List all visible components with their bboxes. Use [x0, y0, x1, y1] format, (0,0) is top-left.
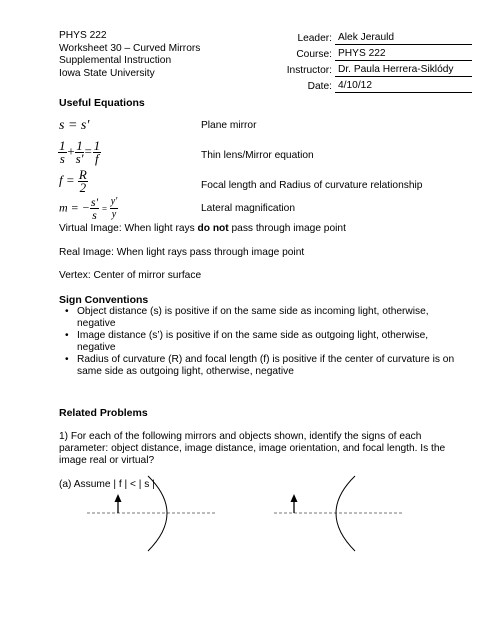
equation-plane-mirror: s = s'	[59, 118, 90, 133]
equation-magnification: m = − $\frac{s'}{s}$ = $\frac{y'}{y}$	[59, 195, 118, 222]
list-item: • Object distance (s) is positive if on the same side as incoming light, otherwise, negative	[65, 306, 429, 329]
header-key: Leader:	[297, 33, 332, 44]
equation-description: Plane mirror	[201, 120, 257, 131]
header-key: Course:	[296, 49, 332, 60]
equation-description: Focal length and Radius of curvature relationship	[201, 180, 423, 191]
list-item: • Radius of curvature (R) and focal length (f) is positive if the center of curvature is on same side as outgoing light, otherwise, negative	[65, 354, 455, 377]
header-line: Worksheet 30 – Curved Mirrors	[59, 42, 201, 54]
header-key: Date:	[307, 81, 332, 92]
arrowhead	[115, 494, 122, 502]
definition-virtual-image: Virtual Image: When light rays do not pass through image point	[59, 223, 346, 234]
header-value: Alek Jerauld	[335, 32, 472, 45]
header-line: PHYS 222	[59, 30, 107, 41]
problem-1-text: 1) For each of the following mirrors and objects shown, identify the signs of each parameter: object distance, image distance, image orientation, and focal length. Is the image real or virtual?	[59, 431, 446, 466]
header-line: Supplemental Instruction	[59, 55, 172, 66]
arrowhead	[291, 494, 298, 502]
header-line: Iowa State University	[59, 67, 155, 79]
equation-description: Thin lens/Mirror equation	[201, 150, 314, 161]
header-value: PHYS 222	[335, 48, 472, 61]
bullet-icon: •	[65, 330, 69, 341]
list-item: • Image distance (s’) is positive if on the same side as outgoing light, otherwise, negative	[65, 330, 429, 353]
equation-description: Lateral magnification	[201, 203, 296, 214]
header-key: Instructor:	[286, 65, 332, 76]
bullet-icon: •	[65, 306, 69, 317]
section-heading-equations: Useful Equations	[59, 97, 145, 109]
diagram-concave-mirror	[87, 476, 215, 551]
equation-thin-lens: $\frac{1}{s}$ + $\frac{1}{s'}$ = $\frac{1}{f}$	[59, 138, 101, 166]
bullet-icon: •	[65, 354, 69, 365]
definition-real-image: Real Image: When light rays pass through image point	[59, 247, 305, 258]
section-heading-related-problems: Related Problems	[59, 407, 148, 419]
header-value: 4/10/12	[335, 80, 472, 93]
header-value: Dr. Paula Herrera-Siklódy	[335, 64, 472, 77]
equation-focal-length: f = $\frac{R}{2}$	[59, 167, 87, 195]
problem-1a-text: (a) Assume | f | < | s |	[59, 479, 155, 490]
diagram-convex-mirror	[274, 476, 404, 551]
section-heading-sign-conventions: Sign Conventions	[59, 294, 149, 306]
definition-vertex: Vertex: Center of mirror surface	[59, 270, 202, 281]
